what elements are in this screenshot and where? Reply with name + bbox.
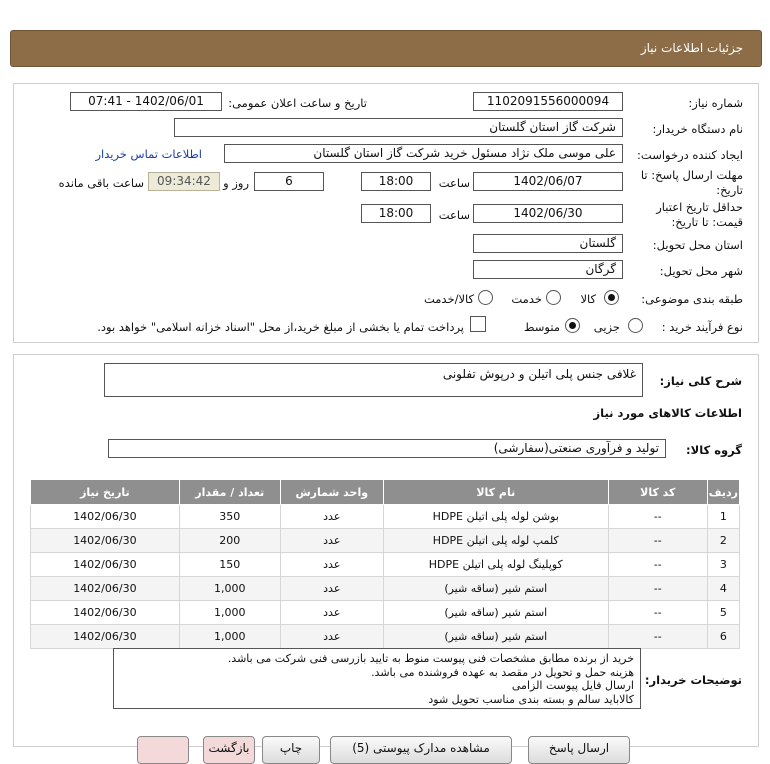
close-button[interactable]: [137, 736, 189, 764]
note-line: کالاباید سالم و بسته بندی مناسب تحویل شود: [428, 692, 634, 706]
process-radio-medium[interactable]: [565, 318, 580, 333]
validity-label: حداقل تاریخ اعتبار: [656, 200, 743, 214]
cell-code: --: [608, 601, 707, 625]
announce-label: تاریخ و ساعت اعلان عمومی:: [228, 96, 367, 110]
category-option-goods: کالا: [580, 292, 596, 306]
cell-date: 1402/06/30: [31, 577, 180, 601]
process-option-minor: جزیی: [593, 320, 620, 334]
city-field: گرگان: [473, 260, 623, 279]
page-header: [10, 30, 762, 67]
back-button[interactable]: بازگشت: [203, 736, 255, 764]
contact-info-link[interactable]: اطلاعات تماس خریدار: [95, 147, 202, 161]
col-code: کد کالا: [608, 480, 707, 505]
buyer-notes-box: [113, 648, 641, 709]
cell-date: 1402/06/30: [31, 529, 180, 553]
col-unit: واحد شمارش: [280, 480, 383, 505]
reply-time-label: ساعت: [438, 176, 470, 190]
process-label: نوع فرآیند خرید :: [661, 320, 743, 334]
attachments-button[interactable]: مشاهده مدارک پیوستی (5): [330, 736, 512, 764]
cell-qty: 1,000: [179, 625, 280, 649]
note-line: هزینه حمل و تحویل در مقصد به عهده فروشنده می باشد.: [371, 665, 634, 679]
category-radio-service[interactable]: [546, 290, 561, 305]
print-button[interactable]: چاپ: [262, 736, 320, 764]
cell-row: 1: [707, 505, 739, 529]
cell-code: --: [608, 505, 707, 529]
reply-deadline-label-2: تاریخ:: [716, 183, 743, 197]
need-desc-label: شرح کلی نیاز:: [659, 374, 742, 388]
col-row: ردیف: [707, 480, 739, 505]
validity-time-label: ساعت: [438, 208, 470, 222]
col-date: تاریخ نیاز: [31, 480, 180, 505]
process-radio-minor[interactable]: [628, 318, 643, 333]
table-row: [31, 505, 740, 529]
cell-date: 1402/06/30: [31, 625, 180, 649]
goods-group-field: تولید و فرآوری صنعتی(سفارشی): [108, 439, 666, 458]
cell-qty: 200: [179, 529, 280, 553]
cell-unit: عدد: [280, 601, 383, 625]
announce-field: 1402/06/01 - 07:41: [70, 92, 222, 111]
cell-name: استم شیر (ساقه شیر): [383, 577, 608, 601]
note-line: ارسال فایل پیوست الزامی: [511, 679, 634, 692]
reply-deadline-label: مهلت ارسال پاسخ: تا: [640, 168, 743, 182]
validity-time-field: 18:00: [361, 204, 431, 223]
reply-time-field: 18:00: [361, 172, 431, 191]
table-row: [31, 601, 740, 625]
table-row: [31, 577, 740, 601]
need-desc-field: غلافی جنس پلی اتیلن و درپوش تفلونی: [104, 363, 643, 397]
reply-button[interactable]: ارسال پاسخ: [528, 736, 630, 764]
goods-info-title: اطلاعات کالاهای مورد نیاز: [593, 406, 742, 420]
buyer-notes-label: توضیحات خریدار:: [644, 673, 742, 687]
cell-name: استم شیر (ساقه شیر): [383, 601, 608, 625]
process-option-medium: متوسط: [523, 320, 560, 334]
treasury-checkbox[interactable]: [470, 316, 486, 332]
cell-qty: 1,000: [179, 577, 280, 601]
buyer-org-label: نام دستگاه خریدار:: [652, 122, 743, 136]
table-row: [31, 625, 740, 649]
city-label: شهر محل تحویل:: [659, 264, 743, 278]
cell-row: 2: [707, 529, 739, 553]
cell-row: 5: [707, 601, 739, 625]
validity-label-2: قیمت: تا تاریخ:: [671, 215, 743, 229]
province-label: استان محل تحویل:: [652, 238, 743, 252]
cell-unit: عدد: [280, 577, 383, 601]
days-field: 6: [254, 172, 324, 191]
category-radio-goods[interactable]: [604, 290, 619, 305]
cell-name: کوپلینگ لوله پلی اتیلن HDPE: [383, 553, 608, 577]
cell-name: کلمپ لوله پلی اتیلن HDPE: [383, 529, 608, 553]
cell-date: 1402/06/30: [31, 553, 180, 577]
cell-name: استم شیر (ساقه شیر): [383, 625, 608, 649]
remaining-label: ساعت باقی مانده: [58, 176, 144, 190]
requester-label: ایجاد کننده درخواست:: [637, 148, 743, 162]
cell-row: 3: [707, 553, 739, 577]
cell-row: 6: [707, 625, 739, 649]
validity-date-field: 1402/06/30: [473, 204, 623, 223]
table-row: [31, 529, 740, 553]
category-option-service: خدمت: [511, 292, 542, 306]
requester-field: علی موسی ملک نژاد مسئول خرید شرکت گاز استان گلستان: [224, 144, 623, 163]
province-field: گلستان: [473, 234, 623, 253]
items-table: [30, 479, 740, 649]
category-option-both: کالا/خدمت: [423, 292, 474, 306]
cell-unit: عدد: [280, 529, 383, 553]
table-row: [31, 553, 740, 577]
cell-code: --: [608, 553, 707, 577]
buyer-org-field: شرکت گاز استان گلستان: [174, 118, 623, 137]
remaining-time: 09:34:42: [148, 172, 220, 191]
col-qty: تعداد / مقدار: [179, 480, 280, 505]
cell-qty: 1,000: [179, 601, 280, 625]
col-name: نام کالا: [383, 480, 608, 505]
cell-row: 4: [707, 577, 739, 601]
cell-unit: عدد: [280, 625, 383, 649]
cell-code: --: [608, 577, 707, 601]
cell-unit: عدد: [280, 505, 383, 529]
cell-name: بوشن لوله پلی اتیلن HDPE: [383, 505, 608, 529]
need-number-label: شماره نیاز:: [688, 96, 743, 110]
note-line: خرید از برنده مطابق مشخصات فنی پیوست منوط به تایید بازرسی فنی شرکت می باشد.: [227, 652, 634, 665]
cell-date: 1402/06/30: [31, 505, 180, 529]
table-header-row: [31, 480, 740, 505]
page-title: جزئیات اطلاعات نیاز: [640, 41, 743, 55]
goods-group-label: گروه کالا:: [686, 443, 742, 457]
reply-date-field: 1402/06/07: [473, 172, 623, 191]
cell-qty: 150: [179, 553, 280, 577]
payment-note: پرداخت تمام یا بخشی از مبلغ خرید،از محل "اسناد خزانه اسلامی" خواهد بود.: [97, 320, 464, 334]
category-radio-both[interactable]: [478, 290, 493, 305]
cell-code: --: [608, 625, 707, 649]
cell-unit: عدد: [280, 553, 383, 577]
category-label: طبقه بندی موضوعی:: [641, 292, 743, 306]
cell-qty: 350: [179, 505, 280, 529]
days-label: روز و: [223, 176, 249, 190]
cell-date: 1402/06/30: [31, 601, 180, 625]
cell-code: --: [608, 529, 707, 553]
need-number-field: 1102091556000094: [473, 92, 623, 111]
